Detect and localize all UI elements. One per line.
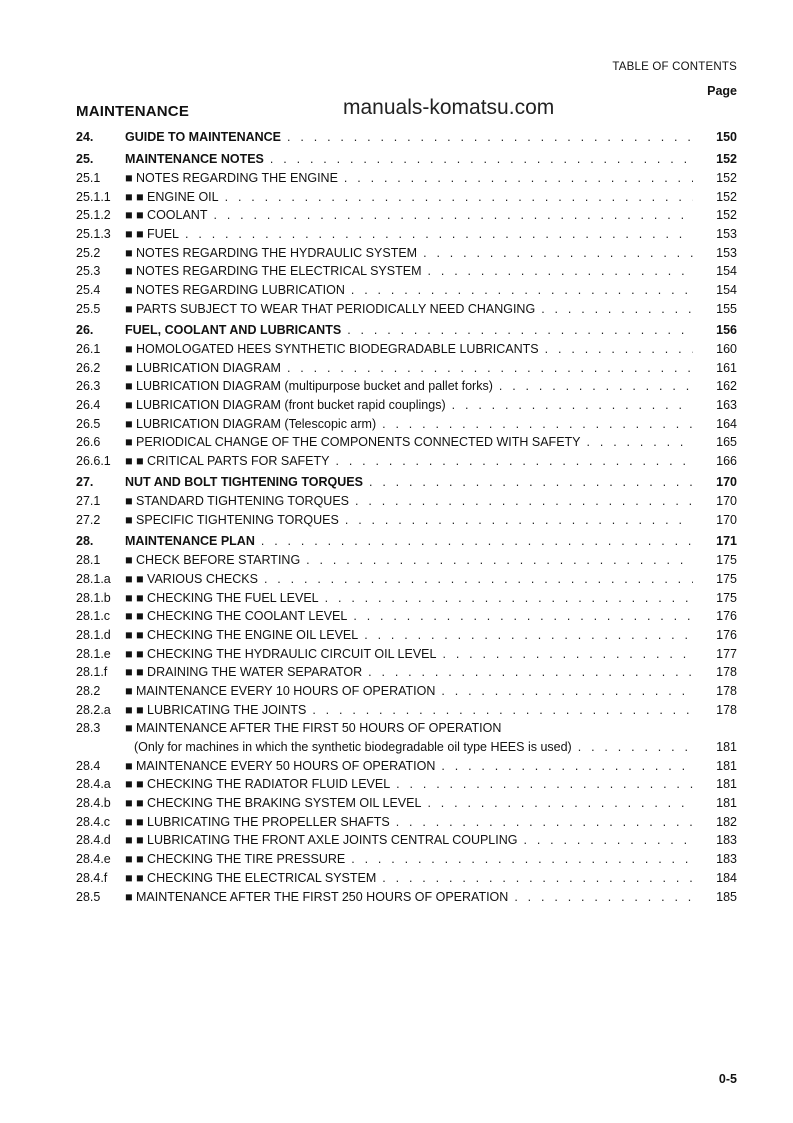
toc-entry-title: NUT AND BOLT TIGHTENING TORQUES — [125, 474, 363, 489]
toc-entry — [76, 452, 737, 471]
toc-entry-title: ■ ■ FUEL — [125, 227, 179, 242]
toc-entry-title: ■ ■ LUBRICATING THE JOINTS — [125, 702, 307, 717]
page-column-label: Page — [707, 84, 737, 98]
toc-entry — [76, 570, 737, 589]
toc-entry-number: 28.2 — [76, 683, 101, 698]
toc-entry-title: ■ MAINTENANCE EVERY 10 HOURS OF OPERATION — [125, 683, 436, 698]
dot-leader — [499, 377, 693, 396]
toc-entry-page: 170 — [716, 512, 737, 527]
toc-entry — [76, 244, 737, 263]
toc-entry-number: 28.4.d — [76, 833, 111, 848]
toc-entry — [76, 551, 737, 570]
dot-leader — [541, 300, 693, 319]
toc-entry-title: ■ ■ COOLANT — [125, 208, 208, 223]
toc-entry-page: 175 — [716, 590, 737, 605]
dot-leader — [514, 888, 693, 907]
toc-entry — [76, 663, 737, 682]
toc-entry-title: ■ SPECIFIC TIGHTENING TORQUES — [125, 512, 339, 527]
dot-leader — [335, 452, 693, 471]
dot-leader — [368, 663, 693, 682]
toc-entry-number: 27.1 — [76, 494, 101, 509]
toc-entry-page: 170 — [716, 474, 737, 489]
document-header-label: TABLE OF CONTENTS — [612, 61, 737, 73]
toc-entry — [76, 626, 737, 645]
toc-entry-number: 25.2 — [76, 245, 101, 260]
toc-entry-number: 28.1.d — [76, 627, 111, 642]
toc-entry-page: 181 — [716, 796, 737, 811]
toc-entry-page: 166 — [716, 454, 737, 469]
dot-leader — [369, 473, 693, 493]
toc-entry-page: 183 — [716, 833, 737, 848]
toc-entry-number: 28.1.b — [76, 590, 111, 605]
toc-entry-title: ■ MAINTENANCE EVERY 50 HOURS OF OPERATION — [125, 758, 436, 773]
toc-entry-number: 28.1 — [76, 553, 101, 568]
toc-entry — [76, 340, 737, 359]
toc-entry-page: 171 — [716, 533, 737, 548]
toc-entry-page: 184 — [716, 870, 737, 885]
toc-entry — [76, 757, 737, 776]
toc-entry-title: ■ ■ VARIOUS CHECKS — [125, 571, 258, 586]
toc-entry-page: 155 — [716, 301, 737, 316]
section-title: MAINTENANCE — [76, 103, 190, 120]
toc-entry-number: 28.1.a — [76, 571, 111, 586]
toc-entry-number: 28.5 — [76, 889, 101, 904]
dot-leader — [441, 682, 693, 701]
toc-entry-title: ■ ■ CHECKING THE HYDRAULIC CIRCUIT OIL LEVEL — [125, 646, 437, 661]
toc-entry-page: 152 — [716, 170, 737, 185]
dot-leader — [287, 128, 693, 148]
toc-entry-number: 25.5 — [76, 301, 101, 316]
toc-entry-page: 182 — [716, 814, 737, 829]
toc-entry-title: ■ ■ LUBRICATING THE PROPELLER SHAFTS — [125, 814, 390, 829]
toc-entry-title: FUEL, COOLANT AND LUBRICANTS — [125, 322, 342, 337]
toc-entry-page: 152 — [716, 189, 737, 204]
dot-leader — [213, 206, 693, 225]
toc-entry-title: ■ ■ CHECKING THE TIRE PRESSURE — [125, 852, 346, 867]
toc-entry-title: ■ NOTES REGARDING THE ENGINE — [125, 170, 338, 185]
toc-entry-title: ■ ■ LUBRICATING THE FRONT AXLE JOINTS CENTRAL COUPLING — [125, 833, 518, 848]
dot-leader — [382, 415, 693, 434]
toc-entry-number: 27. — [76, 474, 94, 489]
toc-entry-title: ■ ■ CHECKING THE RADIATOR FLUID LEVEL — [125, 777, 391, 792]
watermark-text: manuals-komatsu.com — [343, 96, 555, 119]
toc-entry — [76, 645, 737, 664]
toc-entry — [76, 377, 737, 396]
toc-entry-page: 181 — [716, 758, 737, 773]
dot-leader — [423, 244, 693, 263]
toc-entry — [76, 794, 737, 813]
toc-entry-title: ■ PERIODICAL CHANGE OF THE COMPONENTS CONNECTED WITH SAFETY — [125, 435, 581, 450]
toc-entry-page: 175 — [716, 571, 737, 586]
toc-entry — [76, 415, 737, 434]
toc-entry-page: 162 — [716, 379, 737, 394]
toc-entry-number: 28.4.a — [76, 777, 111, 792]
toc-entry-title: MAINTENANCE NOTES — [125, 151, 264, 166]
toc-entry-title: ■ ■ CHECKING THE ELECTRICAL SYSTEM — [125, 870, 377, 885]
toc-entry-page: 164 — [716, 416, 737, 431]
toc-entry — [76, 359, 737, 378]
toc-entry — [76, 701, 737, 720]
toc-entry-title: ■ MAINTENANCE AFTER THE FIRST 50 HOURS OF OPERATION — [125, 721, 502, 736]
toc-entry-page: 153 — [716, 227, 737, 242]
toc-entry-page: 183 — [716, 852, 737, 867]
toc-entry-number: 26.1 — [76, 341, 101, 356]
dot-leader — [355, 492, 693, 511]
toc-entry-number: 28.3 — [76, 721, 101, 736]
toc-entry — [76, 433, 737, 452]
toc-entry — [76, 775, 737, 794]
toc-entry-title: ■ CHECK BEFORE STARTING — [125, 553, 301, 568]
toc-entry-number: 25. — [76, 151, 94, 166]
toc-entry-title: ■ ■ CHECKING THE ENGINE OIL LEVEL — [125, 627, 359, 642]
toc-entry — [76, 832, 737, 851]
toc-entry-page: 181 — [716, 740, 737, 755]
toc-entry — [76, 511, 737, 530]
dot-leader — [351, 281, 693, 300]
toc-entry-number: 28. — [76, 533, 94, 548]
toc-entry-page: 161 — [716, 360, 737, 375]
toc-entry-title: ■ MAINTENANCE AFTER THE FIRST 250 HOURS OF OPERATION — [125, 889, 509, 904]
dot-leader — [382, 869, 693, 888]
dot-leader — [427, 794, 693, 813]
toc-entry-title: ■ NOTES REGARDING LUBRICATION — [125, 283, 345, 298]
toc-entry — [76, 813, 737, 832]
toc-entry-title: ■ PARTS SUBJECT TO WEAR THAT PERIODICALLY NEED CHANGING — [125, 301, 536, 316]
toc-entry-number: 25.3 — [76, 264, 101, 279]
toc-entry — [76, 589, 737, 608]
toc-entry-number: 26.5 — [76, 416, 101, 431]
dot-leader — [442, 645, 693, 664]
toc-entry — [76, 682, 737, 701]
toc-entry-number: 28.4.b — [76, 796, 111, 811]
toc-entry-number: 28.4.f — [76, 870, 108, 885]
toc-entry-number: 25.1 — [76, 170, 101, 185]
toc-entry-number: 25.1.3 — [76, 227, 111, 242]
toc-entry-title: ■ LUBRICATION DIAGRAM (Telescopic arm) — [125, 416, 377, 431]
toc-entry-page: 181 — [716, 777, 737, 792]
toc-entry-title: ■ ■ CRITICAL PARTS FOR SAFETY — [125, 454, 330, 469]
toc-entry-page: 154 — [716, 264, 737, 279]
dot-leader — [347, 321, 693, 341]
dot-leader — [306, 551, 693, 570]
toc-entry — [76, 532, 737, 552]
toc-entry-page: 160 — [716, 341, 737, 356]
toc-entry-page: 152 — [716, 208, 737, 223]
toc-entry-page: 165 — [716, 435, 737, 450]
dot-leader — [264, 570, 693, 589]
toc-entry-title: ■ LUBRICATION DIAGRAM (front bucket rapid couplings) — [125, 398, 446, 413]
dot-leader — [325, 589, 693, 608]
toc-entry-number: 24. — [76, 130, 94, 144]
toc-entry-number: 28.1.e — [76, 646, 111, 661]
toc-entry-page: 177 — [716, 646, 737, 661]
toc-entry — [76, 128, 737, 148]
dot-leader — [270, 150, 693, 170]
toc-entry-number: 25.4 — [76, 283, 101, 298]
table-of-contents — [76, 126, 737, 906]
dot-leader — [396, 775, 693, 794]
toc-entry-number: 26.6 — [76, 435, 101, 450]
toc-entry-title: ■ ■ ENGINE OIL — [125, 189, 219, 204]
toc-entry-title: ■ HOMOLOGATED HEES SYNTHETIC BIODEGRADABLE LUBRICANTS — [125, 341, 539, 356]
dot-leader — [312, 701, 693, 720]
toc-entry-number: 26.2 — [76, 360, 101, 375]
toc-entry — [76, 607, 737, 626]
toc-entry-number: 26.3 — [76, 379, 101, 394]
toc-entry — [76, 169, 737, 188]
toc-entry — [76, 188, 737, 207]
toc-entry-page: 176 — [716, 627, 737, 642]
dot-leader — [587, 433, 693, 452]
toc-entry-number: 28.1.f — [76, 665, 108, 680]
toc-entry-subtitle: (Only for machines in which the synthetic biodegradable oil type HEES is used) — [134, 740, 572, 755]
toc-entry-page: 163 — [716, 398, 737, 413]
toc-entry-page: 152 — [716, 151, 737, 166]
toc-entry-number: 26. — [76, 322, 94, 337]
dot-leader — [364, 626, 693, 645]
toc-entry-number: 28.2.a — [76, 702, 111, 717]
toc-entry — [76, 719, 737, 756]
toc-entry-page: 156 — [716, 322, 737, 337]
page-number: 0-5 — [718, 1072, 737, 1086]
toc-entry-page: 154 — [716, 283, 737, 298]
dot-leader — [344, 169, 693, 188]
toc-entry — [76, 888, 737, 907]
toc-entry-title: ■ STANDARD TIGHTENING TORQUES — [125, 494, 350, 509]
toc-entry-page: 153 — [716, 245, 737, 260]
toc-entry-number: 28.4.c — [76, 814, 111, 829]
dot-leader — [578, 738, 693, 757]
toc-entry-number: 25.1.1 — [76, 189, 111, 204]
toc-entry-page: 178 — [716, 702, 737, 717]
toc-entry-number: 28.1.c — [76, 609, 111, 624]
toc-entry — [76, 225, 737, 244]
toc-entry-number: 27.2 — [76, 512, 101, 527]
toc-entry-number: 28.4.e — [76, 852, 111, 867]
toc-entry-number: 28.4 — [76, 758, 101, 773]
dot-leader — [545, 340, 693, 359]
dot-leader — [441, 757, 693, 776]
toc-entry — [76, 206, 737, 225]
dot-leader — [353, 607, 693, 626]
toc-entry — [76, 150, 737, 170]
toc-entry — [76, 281, 737, 300]
toc-entry-page: 170 — [716, 494, 737, 509]
dot-leader — [185, 225, 693, 244]
toc-entry-title: ■ NOTES REGARDING THE ELECTRICAL SYSTEM — [125, 264, 422, 279]
toc-entry — [76, 473, 737, 493]
toc-entry-number: 26.4 — [76, 398, 101, 413]
dot-leader — [523, 831, 693, 850]
toc-entry-page: 175 — [716, 553, 737, 568]
toc-entry-page: 178 — [716, 665, 737, 680]
toc-entry — [76, 262, 737, 281]
dot-leader — [452, 396, 693, 415]
toc-entry-title: GUIDE TO MAINTENANCE — [125, 130, 282, 144]
dot-leader — [351, 850, 693, 869]
dot-leader — [428, 262, 694, 281]
dot-leader — [396, 813, 693, 832]
toc-entry-title: ■ LUBRICATION DIAGRAM — [125, 360, 281, 375]
toc-entry-title: ■ ■ CHECKING THE FUEL LEVEL — [125, 590, 319, 605]
toc-entry-page: 185 — [716, 889, 737, 904]
dot-leader — [287, 359, 693, 378]
toc-entry — [76, 850, 737, 869]
toc-entry — [76, 396, 737, 415]
dot-leader — [225, 188, 693, 207]
toc-entry-title: ■ ■ DRAINING THE WATER SEPARATOR — [125, 665, 363, 680]
toc-entry-number: 26.6.1 — [76, 454, 111, 469]
toc-entry — [76, 869, 737, 888]
toc-entry-page: 150 — [716, 130, 737, 144]
toc-entry-title: MAINTENANCE PLAN — [125, 533, 255, 548]
toc-entry-page: 178 — [716, 683, 737, 698]
toc-entry-page: 176 — [716, 609, 737, 624]
toc-entry-title: ■ ■ CHECKING THE BRAKING SYSTEM OIL LEVEL — [125, 796, 422, 811]
toc-entry — [76, 321, 737, 341]
toc-entry — [76, 492, 737, 511]
toc-entry-number: 25.1.2 — [76, 208, 111, 223]
toc-entry-title: ■ NOTES REGARDING THE HYDRAULIC SYSTEM — [125, 245, 418, 260]
dot-leader — [345, 511, 693, 530]
toc-entry-title: ■ ■ CHECKING THE COOLANT LEVEL — [125, 609, 348, 624]
dot-leader — [261, 532, 693, 552]
toc-entry-title: ■ LUBRICATION DIAGRAM (multipurpose bucket and pallet forks) — [125, 379, 493, 394]
toc-entry — [76, 300, 737, 319]
